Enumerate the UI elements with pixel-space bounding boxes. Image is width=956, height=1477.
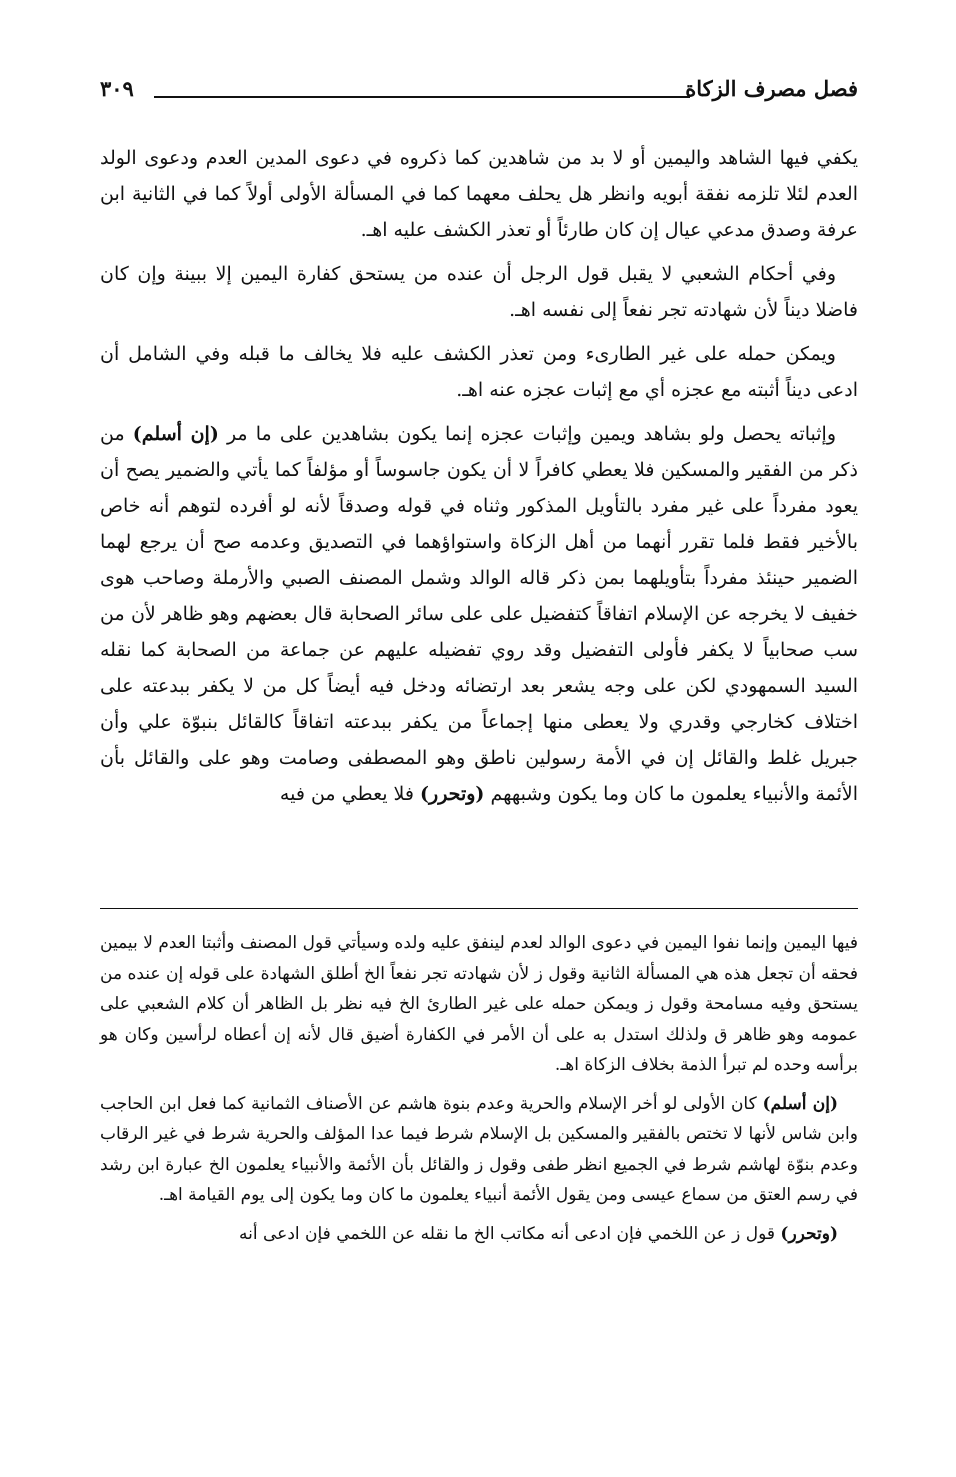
footnote-text: كان الأولى لو أخر الإسلام والحرية وعدم بنوة هاشم عن الأصناف الثمانية كما فعل ابن الحاجب وابن شاس لأنها لا تختص بالفقير والمسكين بل الإسلام شرط فيما عدا المؤلف والحرية شرط في غير الرقاب وعدم بنوّة لهاشم شرط في الجميع انظر طفى وقول ز والقائل بأن الأئمة والأنبياء يعلمون الخ عبارة ابن رشد في رسم العتق من سماع عيسى ومن يقول الأئمة أنبياء يعلمون ما كان وما يكون إلى يوم القيامة اهـ. [100, 1093, 858, 1205]
footnote-keyword-wa-taharrur: (وتحرر) [780, 1223, 838, 1244]
keyword-in-aslama: (إن أسلم) [132, 423, 219, 445]
footnotes [100, 928, 858, 1257]
paragraph-text: وإثباته يحصل ولو بشاهد ويمين وإثبات عجزه إنما يكون بشاهدين على ما مر [218, 423, 836, 445]
paragraph-text: فلا يعطي من فيه [279, 783, 421, 805]
paragraph-text: من ذكر من الفقير والمسكين فلا يعطي كافراً لا أن يكون جاسوساً أو مؤلفاً كما يأتي والضمير يصح أن يعود مفرداً على غير مفرد بالتأويل المذكور وثناه في قوله وصدقاً لأنه لو أفرده لتوهم أنه خاص بالأخير فقط فلما تقرر أنهما من أهل الزكاة واستواؤهما في التصديق وعدمه صح أن يرجع لهما الضمير حينئذ مفرداً بتأويلهما بمن ذكر قاله الوالد وشمل المصنف الصبي والأرملة وصاحب هوى خفيف لا يخرجه عن الإسلام اتفاقاً كتفضيل على على سائر الصحابة قال بعضهم وهو ظاهر لأن من سب صحابياً لا يكفر فأولى التفضيل وقد روي تفضيله عليهم عن جماعة من الصحابة كما نقله السيد السمهودي لكن على وجه يشعر بعد ارتضائه ودخل فيه أيضاً كل من لا يكفر ببدعته على اختلاف كخارجي وقدري ولا يعطى منها إجماعاً من يكفر ببدعته اتفاقاً كالقائل بنبوّة علي وأن جبريل غلط والقائل إن في الأمة رسولين ناطق وهو المصطفى وصامت وهو على والقائل بأن الأئمة والأنبياء يعلمون ما كان وما يكون وشبههم [100, 423, 858, 805]
footnote-1: فيها اليمين وإنما نفوا اليمين في دعوى الوالد لعدم لينفق عليه ولده وسيأتي قول المصنف وأثبتا العدم لا بيمين فحقه أن تجعل هذه هي المسألة الثانية وقول ز لأن شهادته تجر نفعاً الخ أطلق الشهادة على قوله إن عنده من يستحق وفيه مسامحة وقول ز ويمكن حمله على غير الطارئ الخ فيه نظر بل الظاهر أن كلام الشعبي على عمومه وهو ظاهر ق ولذلك استدل به على أن الأمر في الكفارة أضيق قال لأنه إن أعطاه لرأسين وكان هو برأسه وحده لم تبرأ الذمة بخلاف الزكاة اهـ. [100, 933, 858, 1075]
footnote-text: قول ز عن اللخمي فإن ادعى أنه مكاتب الخ ما نقله عن اللخمي فإن ادعى أنه [239, 1223, 781, 1244]
running-title: فصل مصرف الزكاة [685, 76, 858, 101]
main-paragraph-1: يكفي فيها الشاهد واليمين أو لا بد من شاهدين كما ذكروه في دعوى المدين العدم ودعوى الولد العدم لئلا تلزمه نفقة أبويه وانظر هل يحلف معهما كما في المسألة الأولى أولاً كما في الثانية ابن عرفة وصدق مدعي عيال إن كان طارئاً أو تعذر الكشف عليه اهـ. [100, 147, 858, 241]
main-paragraph-3: ويمكن حمله على غير الطارىء ومن تعذر الكشف عليه فلا يخالف ما قبله وفي الشامل أن ادعى ديناً أثبته مع عجزه أي مع إثبات عجزه عنه اهـ. [100, 343, 858, 401]
footnote-3 [100, 1219, 858, 1250]
footnote-keyword-in-aslama: (إن أسلم) [762, 1093, 839, 1114]
main-paragraph-2: وفي أحكام الشعبي لا يقبل قول الرجل أن عنده من يستحق كفارة اليمين إلا ببينة وإن كان فاضلا ديناً لأن شهادته تجر نفعاً إلى نفسه اهـ. [100, 263, 858, 321]
main-text [100, 140, 858, 820]
footnote-2 [100, 1089, 858, 1211]
keyword-wa-taharrur: (وتحرر) [420, 783, 485, 805]
page-number: ٣٠٩ [100, 76, 134, 101]
footnote-separator [100, 908, 858, 909]
main-paragraph-4 [100, 416, 858, 812]
header-rule [154, 96, 690, 98]
page-header [100, 74, 858, 110]
